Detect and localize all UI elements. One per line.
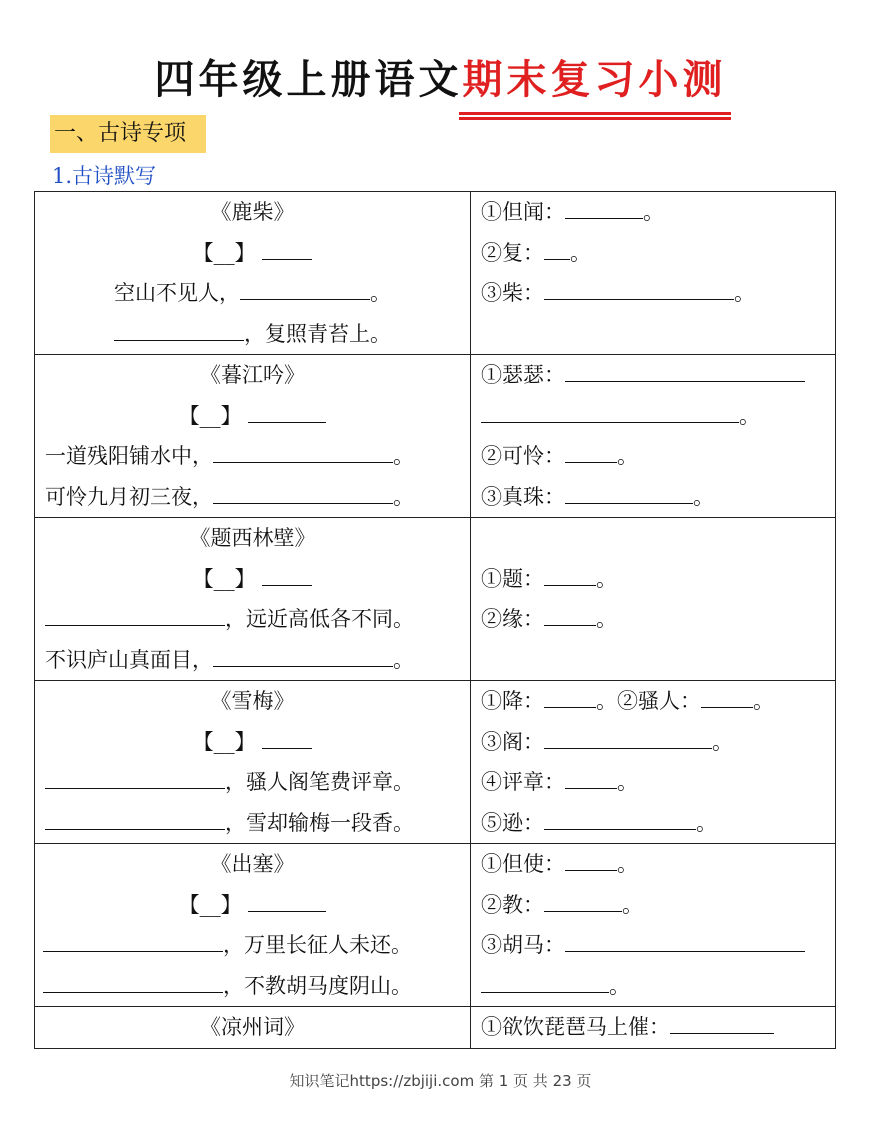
answer-blank[interactable] [544,681,596,708]
explain-line [471,640,835,681]
explain-line: ③阁： 。 [471,722,835,763]
author-line: 【__】 [35,722,470,763]
explain-line: ②复： 。 [471,233,835,274]
explain-line: ①题： 。 [471,559,835,600]
title-part2-highlight: 期末复习小测 [463,48,727,109]
explain-line: ③胡马： [471,925,835,966]
answer-blank[interactable] [565,192,643,219]
answer-blank[interactable] [544,803,696,830]
answer-blank[interactable] [262,559,312,586]
poem-cell [35,192,471,355]
poem-title: 《题西林壁》 [189,526,316,550]
explain-line: ③柴： 。 [471,273,835,314]
explain-line: ②可怜： 。 [471,436,835,477]
table-row-liang-zhou-ci [35,1007,836,1049]
answer-blank[interactable] [565,844,617,871]
author-line: 【__】 [35,396,470,437]
poem-title: 《出塞》 [210,852,295,876]
verse-line: 可怜九月初三夜， 。 [35,477,470,518]
answer-blank[interactable] [544,559,596,586]
table-row-lu-chai [35,192,836,355]
explain-line: ①但使： 。 [471,844,835,885]
poem-cell [35,518,471,681]
explain-cell [471,518,836,681]
answer-blank[interactable] [213,436,393,463]
explain-cell [471,1007,836,1049]
answer-blank[interactable] [544,233,570,260]
answer-blank[interactable] [544,885,622,912]
answer-blank[interactable] [213,477,393,504]
answer-blank[interactable] [248,396,326,423]
verse-line: ，不教胡马度阴山。 [35,966,470,1007]
explain-cell [471,192,836,355]
explain-line: 。 [471,396,835,437]
verse-line: ，雪却输梅一段香。 [35,803,470,844]
answer-blank[interactable] [114,314,244,341]
page-footer: 知识笔记https://zbjiji.com 第 1 页 共 23 页 [289,1072,592,1090]
answer-blank[interactable] [45,762,225,789]
author-line: 【__】 [35,559,470,600]
verse-line: ，远近高低各不同。 [35,599,470,640]
explain-line: ②缘： 。 [471,599,835,640]
answer-blank[interactable] [544,722,712,749]
explain-line: ①降： 。②骚人： 。 [471,681,835,722]
answer-blank[interactable] [544,599,596,626]
verse-line: ，骚人阁笔费评章。 [35,762,470,803]
poem-title: 《暮江吟》 [200,363,305,387]
answer-blank[interactable] [262,722,312,749]
answer-blank[interactable] [45,599,225,626]
poem-title: 《凉州词》 [200,1015,305,1039]
table-row-mu-jiang-yin [35,355,836,518]
poem-cell [35,844,471,1007]
answer-blank[interactable] [565,355,805,382]
explain-line: ①欲饮琵琶马上催： [471,1007,835,1048]
poem-cell [35,681,471,844]
explain-cell [471,844,836,1007]
poem-title: 《雪梅》 [210,689,295,713]
answer-blank[interactable] [43,925,223,952]
page-title [0,48,881,109]
explain-line: ④评章： 。 [471,762,835,803]
explain-line: ②教： 。 [471,885,835,926]
author-line: 【__】 [35,885,470,926]
title-part1: 四年级上册语文 [154,56,463,103]
explain-line: ①瑟瑟： [471,355,835,396]
verse-line: 一道残阳铺水中， 。 [35,436,470,477]
author-line: 【__】 [35,233,470,274]
explain-line: ①但闻： 。 [471,192,835,233]
answer-blank[interactable] [262,233,312,260]
answer-blank[interactable] [544,273,734,300]
answer-blank[interactable] [565,925,805,952]
section-heading: 一、古诗专项 [50,115,206,153]
verse-line: 不识庐山真面目， 。 [35,640,470,681]
explain-cell [471,355,836,518]
poem-table [34,191,836,1049]
poem-cell [35,1007,471,1049]
answer-blank[interactable] [565,477,693,504]
answer-blank[interactable] [565,762,617,789]
subsection-heading: 1.古诗默写 [52,164,157,188]
table-row-ti-xi-lin-bi [35,518,836,681]
explain-cell [471,681,836,844]
verse-line: 空山不见人， 。 [35,273,470,314]
answer-blank[interactable] [701,681,753,708]
explain-line: 。 [471,966,835,1007]
answer-blank[interactable] [240,273,370,300]
answer-blank[interactable] [213,640,393,667]
answer-blank[interactable] [481,396,739,423]
poem-title: 《鹿柴》 [210,200,295,224]
answer-blank[interactable] [481,966,609,993]
explain-line: ⑤逊： 。 [471,803,835,844]
answer-blank[interactable] [248,885,326,912]
verse-line: ，万里长征人未还。 [35,925,470,966]
verse-line: ，复照青苔上。 [35,314,470,355]
table-row-xue-mei [35,681,836,844]
answer-blank[interactable] [565,436,617,463]
answer-blank[interactable] [670,1007,774,1034]
answer-blank[interactable] [43,966,223,993]
poem-cell [35,355,471,518]
explain-line: ③真珠： 。 [471,477,835,518]
answer-blank[interactable] [45,803,225,830]
explain-line [471,518,835,559]
table-row-chu-sai [35,844,836,1007]
explain-line [471,314,835,355]
